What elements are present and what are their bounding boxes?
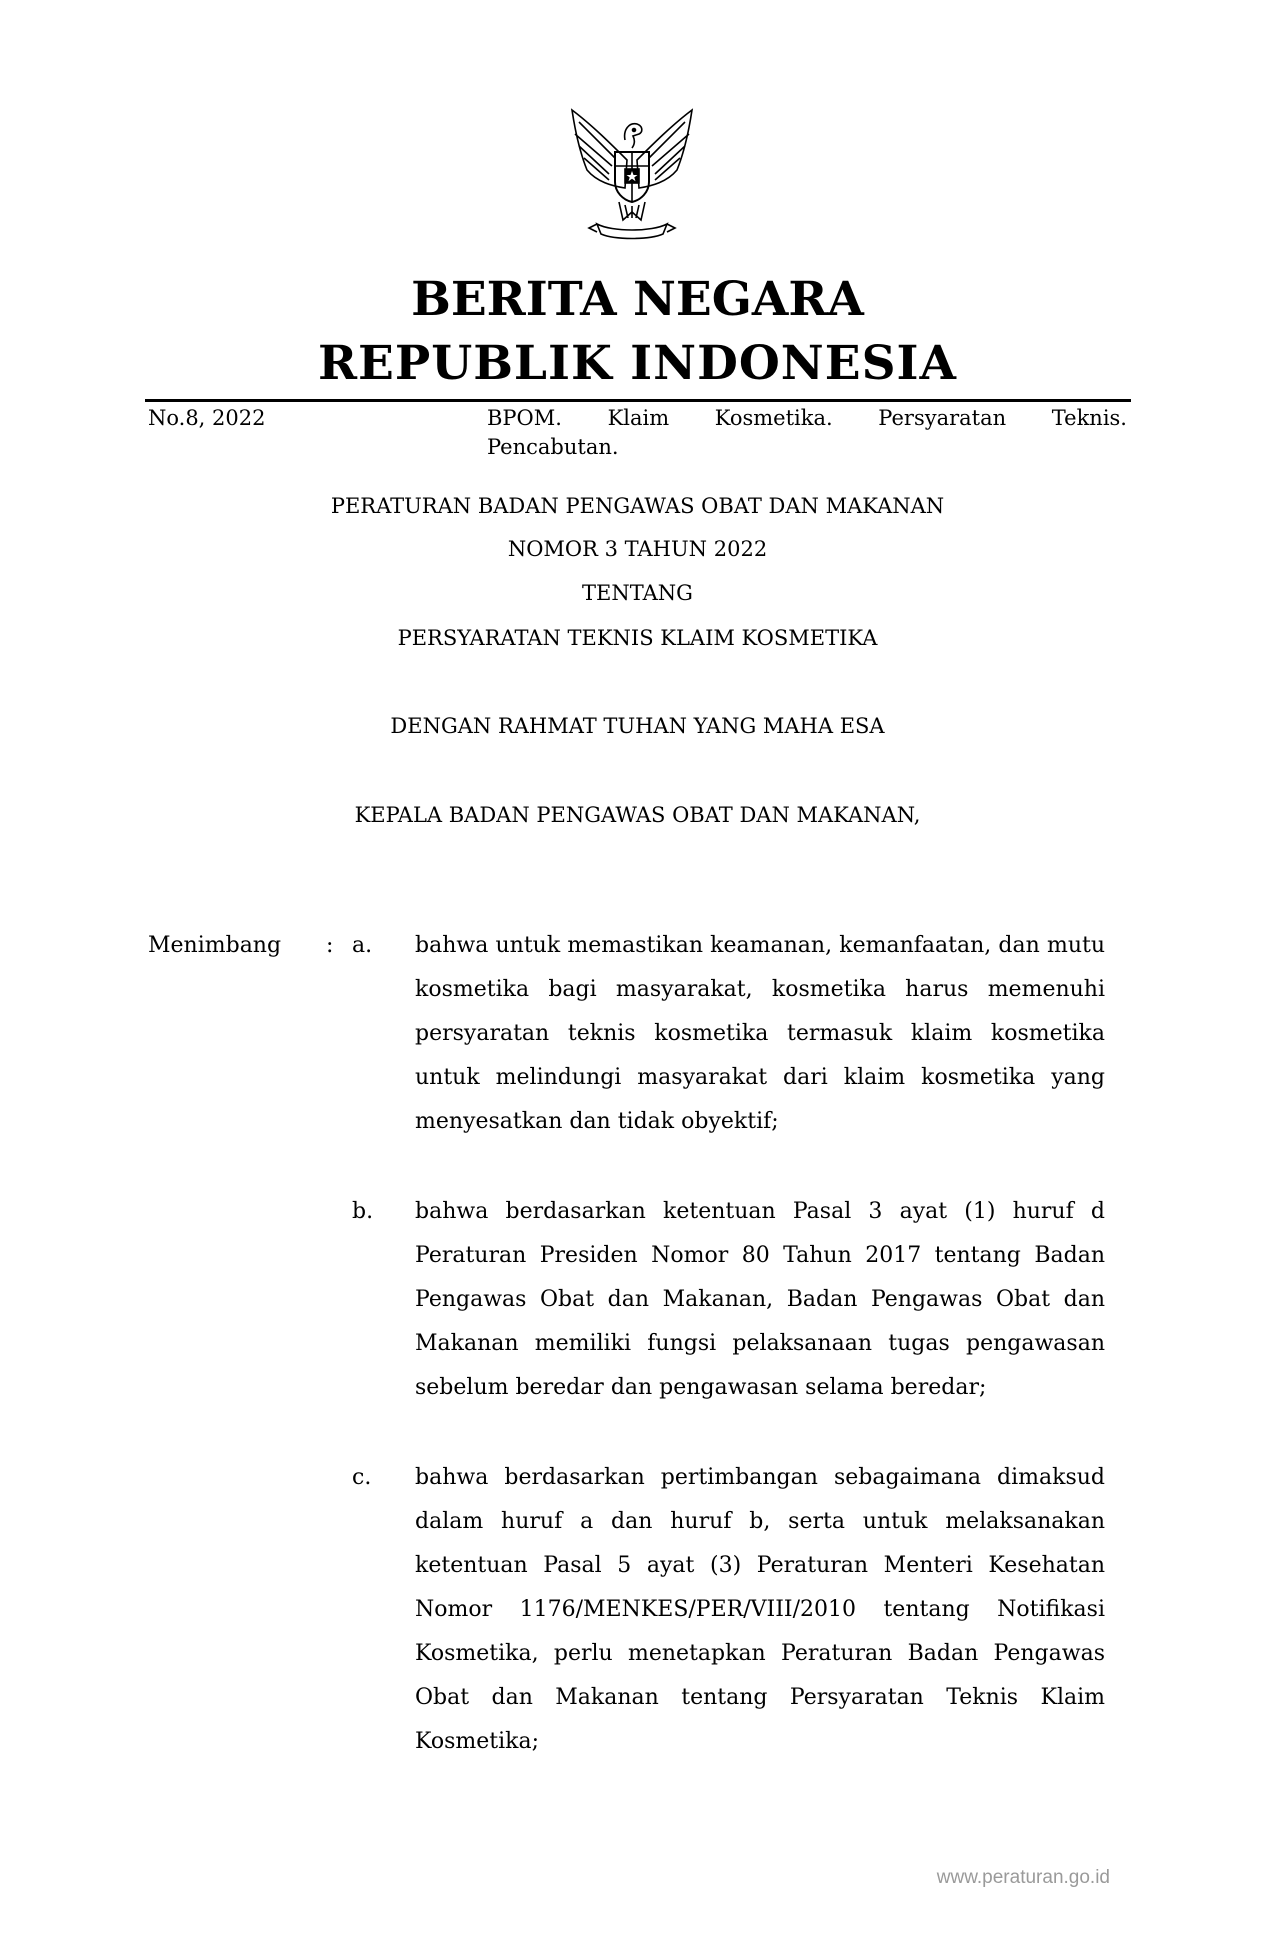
gazette-number: No.8, 2022 <box>148 406 266 430</box>
header-divider <box>145 399 1131 402</box>
blessing-line: DENGAN RAHMAT TUHAN YANG MAHA ESA <box>390 714 885 738</box>
considering-label: Menimbang <box>148 933 282 958</box>
masthead-title-line2: REPUBLIK INDONESIA <box>317 336 957 391</box>
considering-item-letter: b. <box>352 1199 374 1224</box>
masthead-title-line1: BERITA NEGARA <box>411 272 864 327</box>
gazette-subject-line2: Pencabutan. <box>487 435 619 459</box>
regulation-about-label: TENTANG <box>582 581 693 605</box>
considering-item-text: bahwa berdasarkan pertimbangan sebagaimana dimaksud dalam huruf a dan huruf b, serta untuk melaksanakan ketentuan Pasal 5 ayat (3) Peraturan Menteri Kesehatan Nomor 1176/MENKES/PER/VIII/2010 tentang Notifikasi Kosmetika, perlu menetapkan Peraturan Badan Pengawas Obat dan Makanan tentang Persyaratan Teknis Klaim Kosmetika; <box>415 1465 1105 1754</box>
considering-item-letter: c. <box>352 1465 372 1490</box>
regulation-number: NOMOR 3 TAHUN 2022 <box>507 537 768 561</box>
regulation-subject: PERSYARATAN TEKNIS KLAIM KOSMETIKA <box>397 626 878 650</box>
gazette-subject <box>487 404 1127 462</box>
gazette-subject-line1: BPOM. Klaim Kosmetika. Persyaratan Teknis. <box>487 406 1127 430</box>
considering-item-text: bahwa berdasarkan ketentuan Pasal 3 ayat (1) huruf d Peraturan Presiden Nomor 80 Tahun 2017 tentang Badan Pengawas Obat dan Makanan, Badan Pengawas Obat dan Makanan memiliki fungsi pelaksanaan tugas pengawasan sebelum beredar dan pengawasan selama beredar; <box>415 1199 1105 1400</box>
considering-item-letter: a. <box>352 933 373 958</box>
footer-website: www.peraturan.go.id <box>936 1867 1110 1888</box>
garuda-emblem-icon <box>557 100 707 250</box>
considering-colon: : <box>326 933 334 958</box>
authority-line: KEPALA BADAN PENGAWAS OBAT DAN MAKANAN, <box>354 803 921 827</box>
considering-item-text: bahwa untuk memastikan keamanan, kemanfaatan, dan mutu kosmetika bagi masyarakat, kosmetika harus memenuhi persyaratan teknis kosmetika termasuk klaim kosmetika untuk melindungi masyarakat dari klaim kosmetika yang menyesatkan dan tidak obyektif; <box>415 933 1105 1134</box>
regulation-title-line1: PERATURAN BADAN PENGAWAS OBAT DAN MAKANAN <box>330 494 945 518</box>
